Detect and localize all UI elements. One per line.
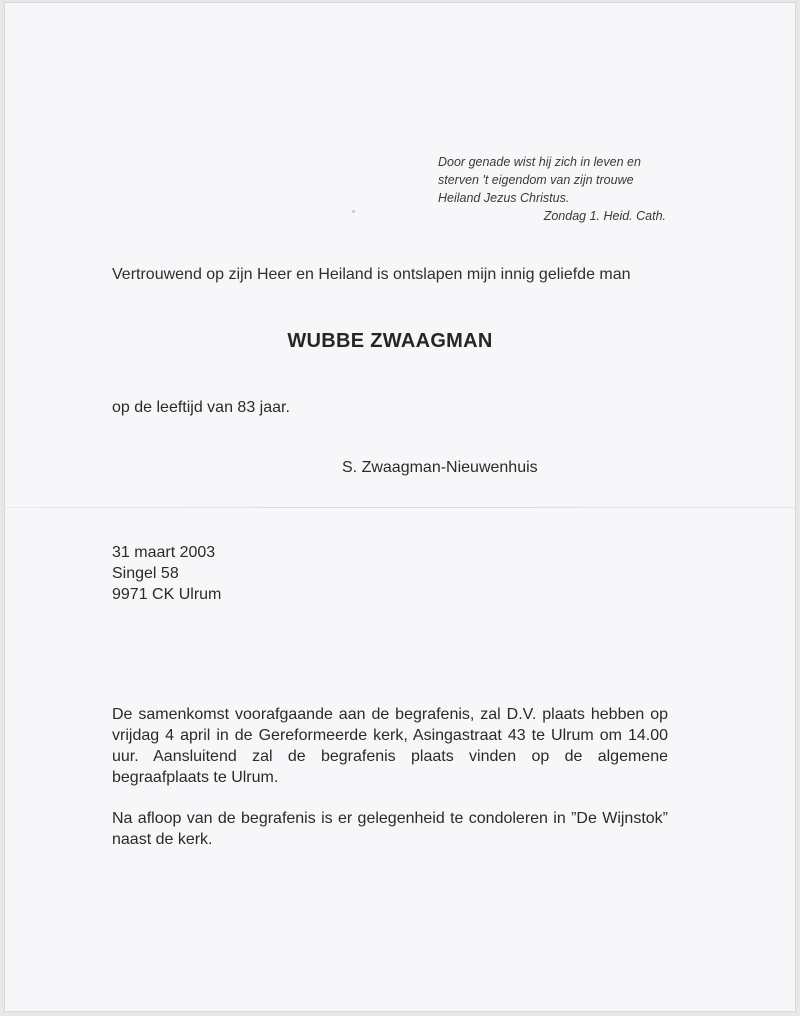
quote-line-1: Door genade wist hij zich in leven en: [438, 155, 641, 169]
intro-line: Vertrouwend op zijn Heer en Heiland is ontslapen mijn innig geliefde man: [112, 266, 631, 283]
signer-name: S. Zwaagman-Nieuwenhuis: [342, 459, 538, 476]
paper-speck: [352, 210, 355, 213]
address-postal-city: 9971 CK Ulrum: [112, 586, 222, 603]
address-street: Singel 58: [112, 565, 179, 582]
address-block: [112, 542, 221, 605]
quote-source: Zondag 1. Heid. Cath.: [543, 209, 666, 223]
card-fold-line: [4, 507, 796, 508]
address-date: 31 maart 2003: [112, 544, 216, 561]
funeral-paragraph: De samenkomst voorafgaande aan de begrafenis, zal D.V. plaats hebben op vrijdag 4 april in de Gereformeerde kerk, Asingastraat 43 te Ulrum om 14.00 uur. Aansluitend zal de begrafenis plaats vinden op de algemene begraafplaats te Ulrum.: [112, 706, 668, 786]
mourning-card: [4, 2, 796, 1012]
quote-line-2: sterven 't eigendom van zijn trouwe: [438, 173, 634, 187]
quote-line-3: Heiland Jezus Christus.: [438, 191, 570, 205]
bible-quote: [438, 153, 678, 225]
deceased-name: WUBBE ZWAAGMAN: [287, 330, 493, 352]
condolence-paragraph: Na afloop van de begrafenis is er gelegenheid te condoleren in ”De Wijnstok” naast de kerk.: [112, 810, 668, 848]
age-line: op de leeftijd van 83 jaar.: [112, 399, 290, 416]
